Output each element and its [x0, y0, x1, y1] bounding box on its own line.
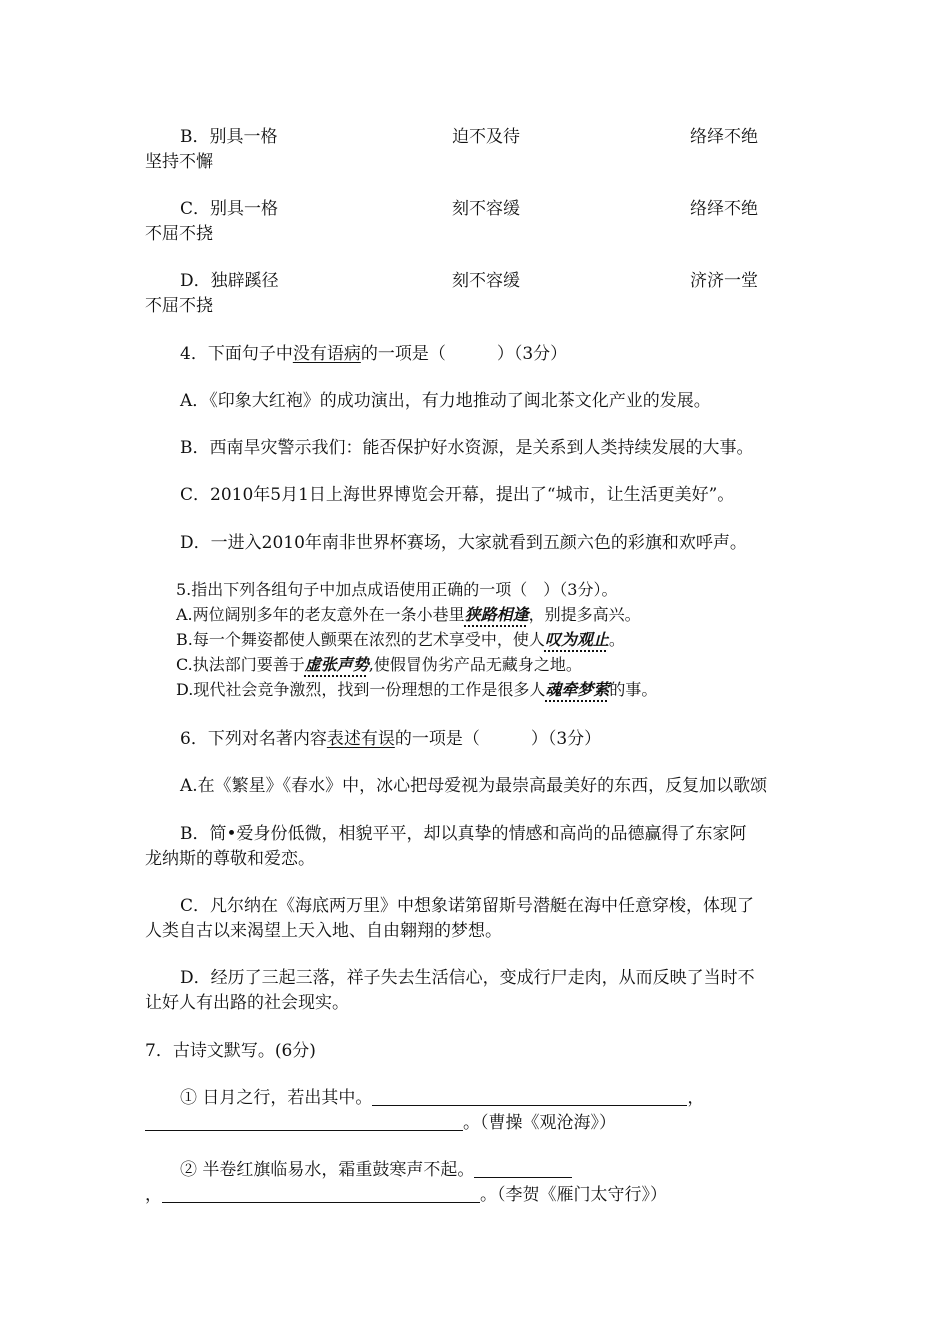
q4-option-a: A．《印象大红袍》的成功演出，有力地推动了闽北茶文化产业的发展。 — [180, 391, 711, 411]
q6-stem-post: 的一项是（ ）（3分） — [394, 729, 602, 749]
q7-item2-line2 — [145, 1183, 667, 1207]
q5-b-pre: B.每一个舞姿都使人颤栗在浓烈的艺术享受中，使人 — [176, 630, 545, 649]
q3-option-d-1: D．独辟蹊径 — [180, 271, 279, 291]
q3-option-d-3: 济济一堂 — [690, 271, 758, 291]
q6-option-b-line2: 龙纳斯的尊敬和爱恋。 — [145, 849, 315, 869]
q5-c-idiom: 虚张声势 — [304, 655, 369, 674]
q6-option-a: A.在《繁星》《春水》中，冰心把母爱视为最崇高最美好的东西，反复加以歌颂 — [180, 776, 768, 796]
q3-option-d-2: 刻不容缓 — [452, 271, 520, 291]
q6-stem-key: 表述有误 — [326, 729, 395, 749]
q6-stem — [180, 727, 601, 751]
q3-option-c-2: 刻不容缓 — [452, 199, 520, 219]
q5-d-pre: D.现代社会竞争激烈，找到一份理想的工作是很多人 — [176, 680, 546, 699]
q7-item2-comma: ， — [145, 1185, 162, 1205]
q7-item1-comma: ， — [687, 1088, 705, 1108]
q5-b-idiom: 叹为观止 — [544, 630, 609, 649]
q4-stem-key: 没有语病 — [292, 344, 361, 364]
q7-item2-source: 。（李贺《雁门太守行》） — [480, 1185, 667, 1205]
q5-c-pre: C.执法部门要善于 — [176, 655, 305, 674]
q7-stem: 7．古诗文默写。(6分) — [145, 1041, 316, 1061]
q5-option-a — [176, 604, 641, 626]
q3-option-b-2: 迫不及待 — [452, 127, 520, 147]
q6-option-d-line2: 让好人有出路的社会现实。 — [145, 993, 349, 1013]
q6-option-c-line1: C．凡尔纳在《海底两万里》中想象诺第留斯号潜艇在海中任意穿梭，体现了 — [180, 896, 755, 916]
q5-option-c — [176, 654, 582, 676]
q5-b-post: 。 — [608, 630, 625, 649]
q3-option-c-4: 不屈不挠 — [145, 224, 213, 244]
q5-a-post: ，别提多高兴。 — [528, 605, 641, 624]
q7-item1-blank2[interactable] — [145, 1112, 463, 1131]
q3-option-b-3: 络绎不绝 — [690, 127, 758, 147]
q5-c-post: ,使假冒伪劣产品无藏身之地。 — [368, 655, 582, 674]
q3-option-c-1: C．别具一格 — [180, 199, 279, 219]
q3-option-d-4: 不屈不挠 — [145, 296, 213, 316]
q5-stem: 5.指出下列各组句子中加点成语使用正确的一项（ ）（3分）。 — [176, 580, 618, 599]
q7-item1-line2 — [145, 1111, 616, 1135]
q4-option-c: C．2010年5月1日上海世界博览会开幕，提出了“城市，让生活更美好”。 — [180, 485, 735, 505]
q5-a-pre: A.两位阔别多年的老友意外在一条小巷里 — [176, 605, 465, 624]
q5-option-b — [176, 629, 625, 651]
q7-item1-line1 — [180, 1086, 704, 1110]
q7-item2-line1 — [180, 1158, 572, 1182]
q4-stem-post: 的一项是（ ）（3分） — [360, 344, 568, 364]
q4-option-d: D．一进入2010年南非世界杯赛场，大家就看到五颜六色的彩旗和欢呼声。 — [180, 533, 747, 553]
q3-option-b-1: B．别具一格 — [180, 127, 278, 147]
q4-option-b: B．西南旱灾警示我们：能否保护好水资源，是关系到人类持续发展的大事。 — [180, 438, 754, 458]
q7-item1-source: 。（曹操《观沧海》） — [463, 1113, 616, 1133]
q7-item2-blank2[interactable] — [162, 1184, 480, 1203]
q7-item1-text: ① 日月之行，若出其中。 — [180, 1088, 373, 1108]
q6-stem-pre: 6．下列对名著内容 — [180, 729, 327, 749]
q3-option-b-4: 坚持不懈 — [145, 152, 213, 172]
q6-option-b-line1: B．简•爱身份低微，相貌平平，却以真挚的情感和高尚的品德赢得了东家阿 — [180, 824, 747, 844]
q6-option-c-line2: 人类自古以来渴望上天入地、自由翱翔的梦想。 — [145, 921, 502, 941]
q6-option-d-line1: D．经历了三起三落，祥子失去生活信心，变成行尸走肉，从而反映了当时不 — [180, 968, 755, 988]
q7-item2-blank1[interactable] — [474, 1159, 572, 1178]
q4-stem-pre: 4．下面句子中 — [180, 344, 293, 364]
q3-option-c-3: 络绎不绝 — [690, 199, 758, 219]
q5-option-d — [176, 679, 657, 701]
q5-d-idiom: 魂牵梦萦 — [545, 680, 610, 699]
q4-stem — [180, 342, 567, 366]
q7-item1-blank1[interactable] — [372, 1087, 687, 1106]
q5-d-post: 的事。 — [609, 680, 658, 699]
q7-item2-text: ② 半卷红旗临易水，霜重鼓寒声不起。 — [180, 1160, 475, 1180]
q5-a-idiom: 狭路相逢 — [464, 605, 529, 624]
